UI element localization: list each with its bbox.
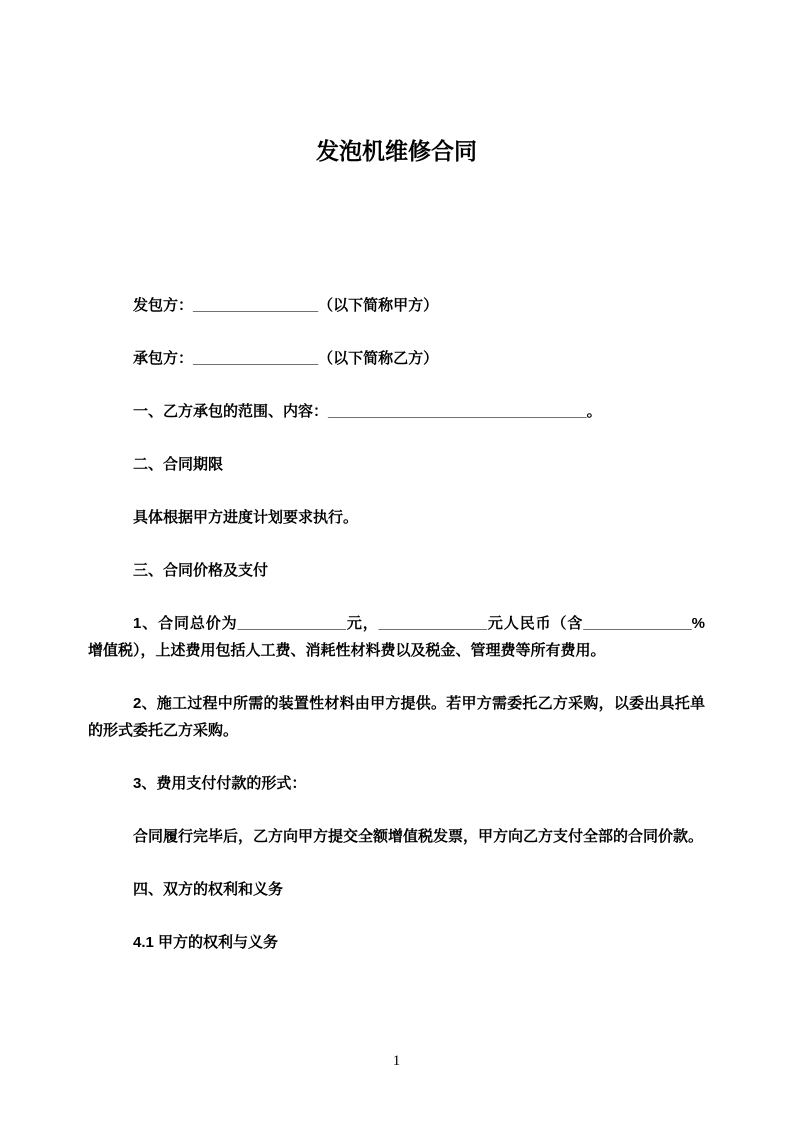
paragraph-section-1-scope: 一、乙方承包的范围、内容：_______________________________。 [133,403,602,420]
paragraph-section-3-heading: 三、合同价格及支付 [133,562,269,579]
paragraph-section-4-heading: 四、双方的权利和义务 [133,881,284,898]
paragraph-section-2-body: 具体根据甲方进度计划要求执行。 [133,509,359,526]
paragraph-clause-4-1-heading: 4.1 甲方的权利与义务 [133,934,279,951]
paragraph-clause-3-3-body: 合同履行完毕后，乙方向甲方提交全额增值税发票，甲方向乙方支付全部的合同价款。 [133,828,704,845]
paragraph-clause-3-3: 3、费用支付付款的形式： [133,775,307,792]
paragraph-section-2-heading: 二、合同期限 [133,456,224,473]
page-number: 1 [392,1053,401,1069]
paragraph-clause-3-1: 1、合同总价为_____________元，_____________元人民币（含_____________%增值税），上述费用包括人工费、消耗性材料费以及税金、管理费等所有费用。 [88,615,705,659]
document-title: 发泡机维修合同 [316,138,477,164]
paragraph-party-b: 承包方：_______________（以下简称乙方） [133,350,439,367]
paragraph-clause-3-2: 2、施工过程中所需的装置性材料由甲方提供。若甲方需委托乙方采购，以委出具托单的形式委托乙方采购。 [88,695,705,739]
paragraph-party-a: 发包方：_______________（以下简称甲方） [133,297,439,314]
